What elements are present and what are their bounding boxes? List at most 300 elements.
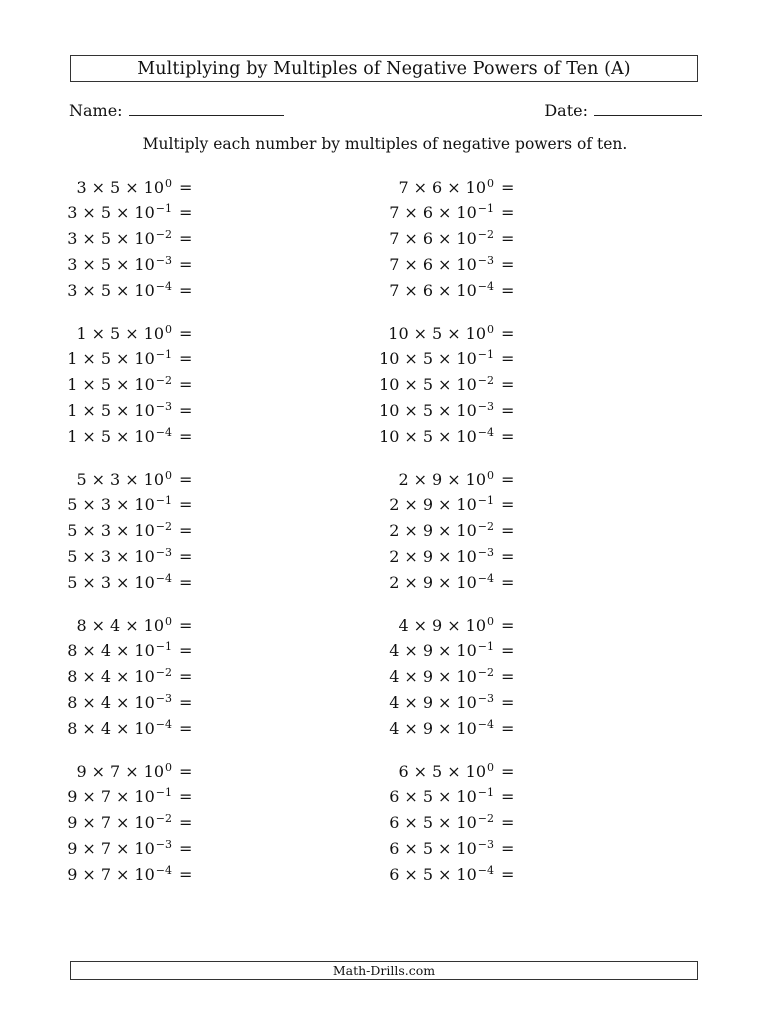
times-symbol: × <box>404 692 418 712</box>
equals-sign: = <box>501 400 515 420</box>
times-symbol: × <box>438 838 452 858</box>
equals-sign: = <box>179 838 193 858</box>
times-symbol: × <box>404 400 418 420</box>
problem-item <box>372 466 514 492</box>
times-symbol: × <box>413 177 428 197</box>
problem-item <box>372 758 514 784</box>
date-label: Date: <box>544 101 588 120</box>
power-exponent: −1 <box>155 494 172 508</box>
times-symbol: × <box>404 838 418 858</box>
power-base: 10 <box>456 400 477 420</box>
equals-sign: = <box>501 521 515 541</box>
problem-expression <box>54 693 172 712</box>
factor-b: 9 <box>422 546 434 566</box>
problem-expression <box>54 178 172 197</box>
factor-a: 4 <box>389 692 400 712</box>
name-label: Name: <box>69 101 123 120</box>
power-exponent: 0 <box>165 322 172 336</box>
factor-b: 9 <box>422 718 434 738</box>
problem-item <box>372 569 514 595</box>
times-symbol: × <box>82 864 96 884</box>
factor-a: 10 <box>388 323 409 343</box>
factor-a: 2 <box>389 546 400 566</box>
problem-item <box>372 277 514 303</box>
power-exponent: −4 <box>155 571 172 585</box>
problem-item <box>54 277 192 303</box>
factor-b: 4 <box>100 667 112 687</box>
times-symbol: × <box>82 521 96 541</box>
problem-group <box>0 758 770 888</box>
equals-sign: = <box>179 572 193 592</box>
power-base: 10 <box>456 229 477 249</box>
times-symbol: × <box>438 349 452 369</box>
factor-a: 9 <box>67 864 78 884</box>
factor-a: 7 <box>389 280 400 300</box>
factor-b: 7 <box>100 813 112 833</box>
factor-a: 9 <box>67 838 78 858</box>
factor-a: 3 <box>67 254 78 274</box>
factor-b: 6 <box>422 254 434 274</box>
power-base: 10 <box>465 323 486 343</box>
times-symbol: × <box>438 864 452 884</box>
problem-expression <box>54 470 172 489</box>
problem-item <box>54 226 192 252</box>
power-exponent: −3 <box>477 691 494 705</box>
times-symbol: × <box>447 761 461 781</box>
date-field <box>544 97 702 120</box>
times-symbol: × <box>82 495 96 515</box>
equals-sign: = <box>501 349 515 369</box>
problem-expression <box>372 762 494 781</box>
factor-b: 9 <box>432 469 443 489</box>
equals-sign: = <box>179 692 193 712</box>
times-symbol: × <box>116 426 130 446</box>
times-symbol: × <box>125 323 139 343</box>
problem-expression <box>372 521 494 540</box>
times-symbol: × <box>438 572 452 592</box>
factor-a: 10 <box>379 426 400 446</box>
power-base: 10 <box>456 495 477 515</box>
factor-b: 9 <box>422 641 434 661</box>
times-symbol: × <box>116 254 130 274</box>
power-exponent: 0 <box>165 760 172 774</box>
factor-b: 5 <box>100 349 112 369</box>
power-exponent: −4 <box>477 863 494 877</box>
problem-expression <box>54 401 172 420</box>
times-symbol: × <box>82 546 96 566</box>
factor-a: 8 <box>67 718 78 738</box>
power-exponent: −2 <box>155 666 172 680</box>
factor-a: 4 <box>389 718 400 738</box>
power-base: 10 <box>456 572 477 592</box>
power-base: 10 <box>465 469 486 489</box>
power-exponent: 0 <box>487 614 494 628</box>
factor-b: 3 <box>100 521 112 541</box>
factor-b: 9 <box>422 667 434 687</box>
power-base: 10 <box>456 203 477 223</box>
problem-item <box>372 612 514 638</box>
problem-expression <box>372 667 494 686</box>
power-exponent: −4 <box>155 717 172 731</box>
problem-expression <box>54 203 172 222</box>
equals-sign: = <box>501 813 515 833</box>
factor-a: 10 <box>379 349 400 369</box>
factor-a: 5 <box>67 546 78 566</box>
factor-a: 6 <box>389 838 400 858</box>
factor-b: 6 <box>432 177 443 197</box>
times-symbol: × <box>404 203 418 223</box>
power-base: 10 <box>143 615 164 635</box>
factor-a: 8 <box>76 615 87 635</box>
times-symbol: × <box>116 349 130 369</box>
power-base: 10 <box>134 229 155 249</box>
factor-b: 5 <box>432 323 443 343</box>
problem-expression <box>54 229 172 248</box>
problem-item <box>54 346 192 372</box>
problem-item <box>372 835 514 861</box>
times-symbol: × <box>404 375 418 395</box>
power-exponent: 0 <box>165 468 172 482</box>
problem-item <box>54 861 192 887</box>
factor-a: 1 <box>76 323 87 343</box>
problem-item <box>54 466 192 492</box>
power-exponent: −2 <box>155 812 172 826</box>
problem-item <box>54 251 192 277</box>
power-base: 10 <box>134 838 155 858</box>
times-symbol: × <box>438 692 452 712</box>
power-exponent: −1 <box>155 348 172 362</box>
times-symbol: × <box>438 426 452 446</box>
problem-expression <box>372 547 494 566</box>
power-exponent: 0 <box>165 614 172 628</box>
problem-expression <box>372 375 494 394</box>
power-base: 10 <box>456 641 477 661</box>
factor-b: 9 <box>422 495 434 515</box>
problem-expression <box>372 349 494 368</box>
factor-a: 1 <box>67 400 78 420</box>
times-symbol: × <box>404 426 418 446</box>
times-symbol: × <box>447 177 461 197</box>
factor-b: 3 <box>100 495 112 515</box>
power-exponent: −3 <box>477 545 494 559</box>
problem-expression <box>372 719 494 738</box>
power-base: 10 <box>143 323 164 343</box>
factor-b: 5 <box>422 813 434 833</box>
problem-item <box>372 638 514 664</box>
times-symbol: × <box>116 572 130 592</box>
times-symbol: × <box>438 641 452 661</box>
times-symbol: × <box>82 692 96 712</box>
power-exponent: −4 <box>155 425 172 439</box>
factor-b: 5 <box>110 323 121 343</box>
power-exponent: 0 <box>487 176 494 190</box>
factor-b: 5 <box>100 375 112 395</box>
power-base: 10 <box>465 177 486 197</box>
equals-sign: = <box>179 203 193 223</box>
factor-a: 5 <box>67 572 78 592</box>
times-symbol: × <box>413 469 428 489</box>
factor-b: 5 <box>422 349 434 369</box>
name-blank-line[interactable] <box>129 97 284 116</box>
times-symbol: × <box>438 254 452 274</box>
factor-b: 4 <box>100 641 112 661</box>
times-symbol: × <box>438 280 452 300</box>
factor-a: 10 <box>379 400 400 420</box>
times-symbol: × <box>438 521 452 541</box>
equals-sign: = <box>501 280 515 300</box>
factor-a: 4 <box>389 641 400 661</box>
equals-sign: = <box>501 426 515 446</box>
factor-a: 7 <box>389 254 400 274</box>
factor-b: 9 <box>422 521 434 541</box>
problem-item <box>372 715 514 741</box>
times-symbol: × <box>82 203 96 223</box>
power-exponent: 0 <box>487 468 494 482</box>
factor-a: 7 <box>398 177 409 197</box>
equals-sign: = <box>179 718 193 738</box>
times-symbol: × <box>116 641 130 661</box>
times-symbol: × <box>438 667 452 687</box>
power-exponent: −4 <box>477 571 494 585</box>
problem-item <box>372 664 514 690</box>
problem-item <box>54 569 192 595</box>
problem-item <box>54 518 192 544</box>
power-exponent: −3 <box>155 691 172 705</box>
power-exponent: −2 <box>155 228 172 242</box>
times-symbol: × <box>116 546 130 566</box>
times-symbol: × <box>82 229 96 249</box>
times-symbol: × <box>116 375 130 395</box>
factor-b: 5 <box>422 864 434 884</box>
instructions-text: Multiply each number by multiples of negative powers of ten. <box>142 135 628 153</box>
times-symbol: × <box>404 787 418 807</box>
times-symbol: × <box>116 400 130 420</box>
problem-item <box>372 423 514 449</box>
problem-item <box>372 251 514 277</box>
problem-expression <box>372 255 494 274</box>
times-symbol: × <box>82 787 96 807</box>
power-exponent: −3 <box>477 253 494 267</box>
factor-a: 8 <box>67 692 78 712</box>
problem-item <box>372 492 514 518</box>
problem-item <box>54 200 192 226</box>
equals-sign: = <box>179 254 193 274</box>
factor-b: 5 <box>422 838 434 858</box>
times-symbol: × <box>82 718 96 738</box>
times-symbol: × <box>413 323 428 343</box>
power-exponent: −2 <box>477 666 494 680</box>
factor-a: 2 <box>389 521 400 541</box>
power-exponent: −1 <box>477 786 494 800</box>
power-base: 10 <box>143 177 164 197</box>
date-blank-line[interactable] <box>594 97 702 116</box>
power-base: 10 <box>134 254 155 274</box>
times-symbol: × <box>116 280 130 300</box>
equals-sign: = <box>501 572 515 592</box>
factor-a: 2 <box>389 495 400 515</box>
problem-expression <box>54 762 172 781</box>
equals-sign: = <box>179 323 193 343</box>
power-base: 10 <box>134 521 155 541</box>
power-exponent: −1 <box>155 786 172 800</box>
power-base: 10 <box>134 280 155 300</box>
equals-sign: = <box>179 546 193 566</box>
worksheet-title: Multiplying by Multiples of Negative Powers of Ten (A) <box>137 58 631 79</box>
problem-item <box>54 492 192 518</box>
power-base: 10 <box>143 469 164 489</box>
problem-item <box>372 174 514 200</box>
equals-sign: = <box>179 229 193 249</box>
power-exponent: −4 <box>155 863 172 877</box>
times-symbol: × <box>82 813 96 833</box>
factor-a: 9 <box>76 761 87 781</box>
problem-item <box>54 715 192 741</box>
problem-expression <box>372 427 494 446</box>
power-exponent: 0 <box>487 322 494 336</box>
problem-expression <box>372 865 494 884</box>
power-base: 10 <box>134 375 155 395</box>
problem-item <box>372 810 514 836</box>
problem-expression <box>372 229 494 248</box>
equals-sign: = <box>179 641 193 661</box>
times-symbol: × <box>82 667 96 687</box>
power-base: 10 <box>456 349 477 369</box>
times-symbol: × <box>82 838 96 858</box>
power-base: 10 <box>134 692 155 712</box>
factor-b: 6 <box>422 280 434 300</box>
times-symbol: × <box>413 761 428 781</box>
factor-b: 5 <box>422 426 434 446</box>
factor-a: 4 <box>389 667 400 687</box>
times-symbol: × <box>82 426 96 446</box>
power-exponent: −1 <box>477 202 494 216</box>
factor-a: 2 <box>389 572 400 592</box>
times-symbol: × <box>125 615 139 635</box>
power-exponent: −2 <box>477 228 494 242</box>
power-base: 10 <box>143 761 164 781</box>
problem-item <box>54 372 192 398</box>
equals-sign: = <box>501 495 515 515</box>
times-symbol: × <box>116 229 130 249</box>
times-symbol: × <box>82 572 96 592</box>
factor-a: 2 <box>398 469 409 489</box>
power-exponent: −3 <box>155 399 172 413</box>
factor-a: 5 <box>76 469 87 489</box>
factor-b: 9 <box>422 572 434 592</box>
factor-a: 5 <box>67 521 78 541</box>
times-symbol: × <box>438 229 452 249</box>
problem-item <box>54 320 192 346</box>
power-base: 10 <box>134 400 155 420</box>
factor-b: 6 <box>422 229 434 249</box>
factor-a: 6 <box>389 864 400 884</box>
power-base: 10 <box>456 813 477 833</box>
power-base: 10 <box>456 546 477 566</box>
equals-sign: = <box>501 469 515 489</box>
factor-b: 5 <box>100 229 112 249</box>
times-symbol: × <box>82 349 96 369</box>
equals-sign: = <box>179 521 193 541</box>
equals-sign: = <box>179 177 193 197</box>
times-symbol: × <box>404 718 418 738</box>
problem-item <box>54 784 192 810</box>
equals-sign: = <box>501 864 515 884</box>
equals-sign: = <box>501 641 515 661</box>
power-base: 10 <box>134 667 155 687</box>
power-base: 10 <box>456 254 477 274</box>
power-exponent: −1 <box>477 494 494 508</box>
times-symbol: × <box>91 615 106 635</box>
power-base: 10 <box>134 349 155 369</box>
power-exponent: −1 <box>477 640 494 654</box>
problem-item <box>372 518 514 544</box>
equals-sign: = <box>501 667 515 687</box>
times-symbol: × <box>404 254 418 274</box>
power-base: 10 <box>465 615 486 635</box>
power-exponent: −3 <box>155 837 172 851</box>
power-exponent: −2 <box>477 812 494 826</box>
power-exponent: −3 <box>155 545 172 559</box>
problem-item <box>372 346 514 372</box>
equals-sign: = <box>179 787 193 807</box>
power-exponent: −1 <box>155 640 172 654</box>
problem-item <box>54 612 192 638</box>
equals-sign: = <box>179 280 193 300</box>
power-exponent: −3 <box>155 253 172 267</box>
factor-a: 7 <box>389 203 400 223</box>
power-base: 10 <box>134 787 155 807</box>
power-exponent: −1 <box>477 348 494 362</box>
times-symbol: × <box>447 615 461 635</box>
factor-b: 5 <box>422 787 434 807</box>
equals-sign: = <box>501 838 515 858</box>
times-symbol: × <box>116 203 130 223</box>
problem-expression <box>372 693 494 712</box>
equals-sign: = <box>501 615 515 635</box>
problem-group <box>0 466 770 596</box>
problem-expression <box>54 641 172 660</box>
factor-a: 7 <box>389 229 400 249</box>
problem-item <box>372 226 514 252</box>
power-base: 10 <box>134 813 155 833</box>
equals-sign: = <box>179 349 193 369</box>
factor-a: 3 <box>67 229 78 249</box>
times-symbol: × <box>438 718 452 738</box>
factor-a: 10 <box>379 375 400 395</box>
problem-item <box>54 810 192 836</box>
equals-sign: = <box>179 864 193 884</box>
power-base: 10 <box>134 203 155 223</box>
factor-b: 4 <box>110 615 121 635</box>
times-symbol: × <box>91 469 106 489</box>
factor-b: 5 <box>100 400 112 420</box>
times-symbol: × <box>91 761 106 781</box>
problem-item <box>54 397 192 423</box>
problem-expression <box>54 495 172 514</box>
times-symbol: × <box>91 177 106 197</box>
problem-item <box>372 397 514 423</box>
problem-item <box>372 784 514 810</box>
times-symbol: × <box>404 813 418 833</box>
equals-sign: = <box>179 469 193 489</box>
times-symbol: × <box>438 495 452 515</box>
problem-item <box>54 543 192 569</box>
times-symbol: × <box>404 572 418 592</box>
problem-item <box>372 861 514 887</box>
power-base: 10 <box>456 521 477 541</box>
footer-box <box>70 961 698 980</box>
times-symbol: × <box>404 546 418 566</box>
